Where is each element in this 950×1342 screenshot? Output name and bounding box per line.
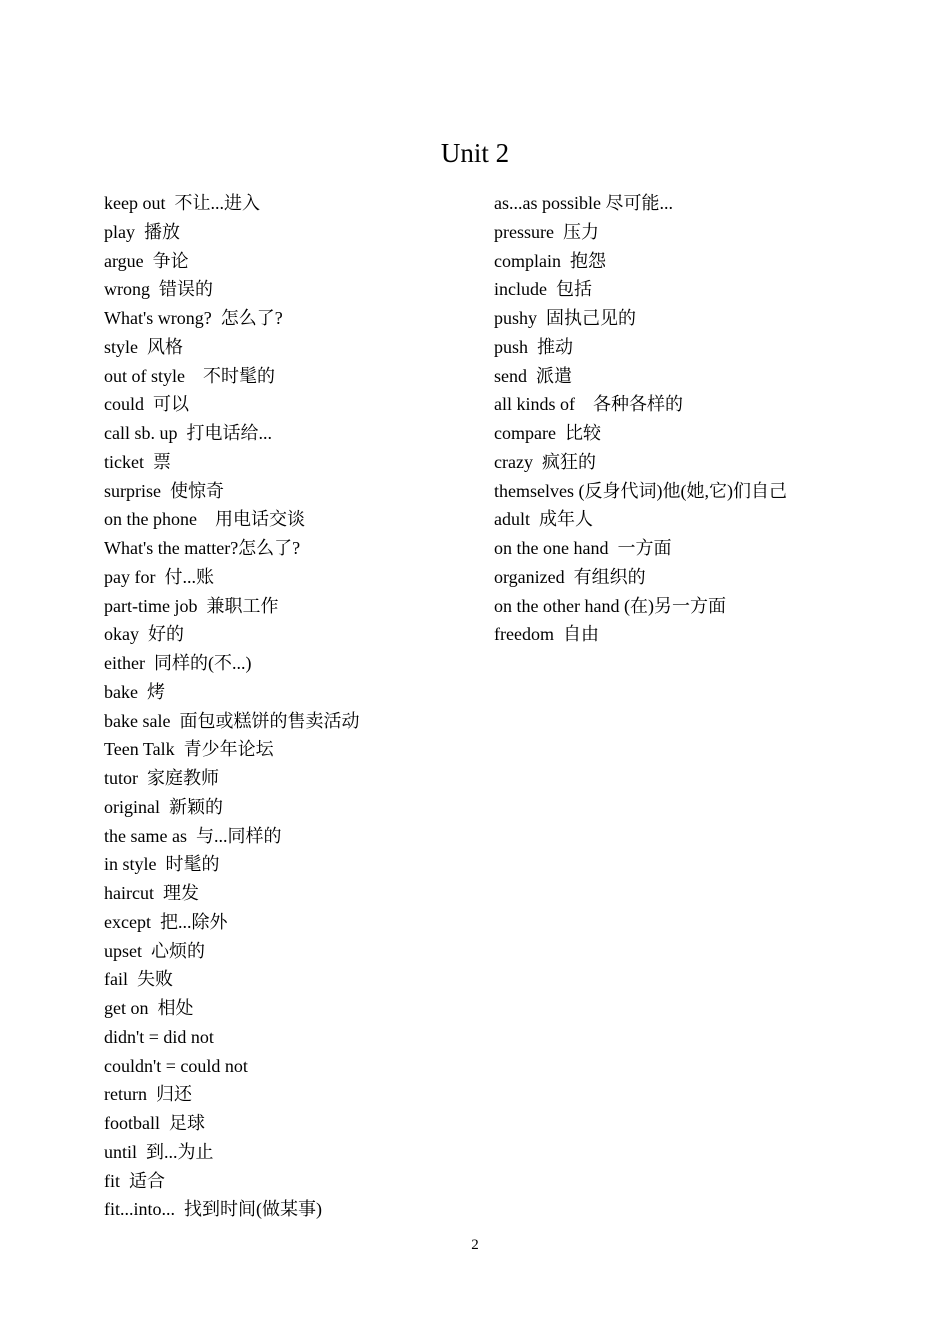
- vocabulary-entry: out of style 不时髦的: [104, 365, 275, 386]
- vocabulary-entry: in style 时髦的: [104, 854, 220, 875]
- vocabulary-entry: bake sale 面包或糕饼的售卖活动: [104, 710, 360, 731]
- vocabulary-entry: freedom 自由: [494, 624, 599, 645]
- vocabulary-entry: except 把...除外: [104, 911, 228, 932]
- vocabulary-entry: crazy 疯狂的: [494, 451, 596, 472]
- vocabulary-entry: complain 抱怨: [494, 250, 606, 271]
- vocabulary-entry: didn't = did not: [104, 1026, 214, 1047]
- vocabulary-entry: upset 心烦的: [104, 940, 205, 961]
- vocabulary-entry: could 可以: [104, 394, 189, 415]
- vocabulary-entry: Teen Talk 青少年论坛: [104, 739, 274, 760]
- vocabulary-entry: couldn't = could not: [104, 1055, 248, 1076]
- vocabulary-entry: adult 成年人: [494, 509, 593, 530]
- vocabulary-entry: organized 有组织的: [494, 566, 646, 587]
- vocabulary-entry: get on 相处: [104, 998, 194, 1018]
- vocabulary-entry: pay for 付...账: [104, 566, 214, 587]
- vocabulary-entry: all kinds of 各种各样的: [494, 394, 683, 415]
- vocabulary-entry: push 推动: [494, 336, 574, 357]
- vocabulary-entry: return 归还: [104, 1084, 192, 1105]
- vocabulary-entry: fit 适合: [104, 1170, 165, 1191]
- vocabulary-entry: call sb. up 打电话给...: [104, 423, 272, 443]
- vocabulary-entry: What's wrong? 怎么了?: [104, 308, 283, 328]
- vocabulary-entry: include 包括: [494, 279, 592, 300]
- vocabulary-entry: on the phone 用电话交谈: [104, 509, 305, 530]
- vocabulary-entry: send 派遣: [494, 365, 572, 386]
- vocabulary-entry: haircut 理发: [104, 883, 199, 903]
- vocabulary-entry: wrong 错误的: [104, 279, 213, 300]
- vocabulary-entry: tutor 家庭教师: [104, 768, 219, 788]
- vocabulary-entry: pressure 压力: [494, 221, 599, 242]
- vocabulary-entry: themselves (反身代词)他(她,它)们自己: [494, 480, 787, 501]
- vocabulary-entry: the same as 与...同样的: [104, 825, 282, 846]
- vocabulary-entry: keep out 不让...进入: [104, 193, 260, 213]
- vocabulary-entry: on the one hand 一方面: [494, 538, 672, 558]
- vocabulary-entry: either 同样的(不...): [104, 653, 252, 673]
- vocabulary-entry: style 风格: [104, 336, 183, 357]
- vocabulary-list-left: [104, 189, 474, 1224]
- vocabulary-entry: okay 好的: [104, 624, 184, 645]
- vocabulary-entry: What's the matter?怎么了?: [104, 538, 301, 558]
- vocabulary-entry: ticket 票: [104, 451, 171, 472]
- vocabulary-entry: fail 失败: [104, 969, 173, 990]
- vocabulary-entry: pushy 固执己见的: [494, 308, 637, 328]
- vocabulary-entry: as...as possible 尽可能...: [494, 193, 673, 213]
- vocabulary-entry: compare 比较: [494, 423, 601, 443]
- vocabulary-entry: surprise 使惊奇: [104, 480, 224, 501]
- vocabulary-entry: fit...into... 找到时间(做某事): [104, 1199, 322, 1220]
- vocabulary-entry: argue 争论: [104, 250, 189, 271]
- vocabulary-entry: on the other hand (在)另一方面: [494, 595, 726, 616]
- vocabulary-entry: football 足球: [104, 1113, 205, 1133]
- page-title: Unit 2: [440, 138, 510, 168]
- vocabulary-list-right: [494, 189, 924, 649]
- vocabulary-entry: part-time job 兼职工作: [104, 595, 279, 616]
- vocabulary-entry: play 播放: [104, 221, 180, 242]
- vocabulary-entry: bake 烤: [104, 681, 165, 702]
- vocabulary-entry: original 新颖的: [104, 796, 223, 817]
- page-number: 2: [471, 1237, 479, 1253]
- vocabulary-entry: until 到...为止: [104, 1141, 214, 1162]
